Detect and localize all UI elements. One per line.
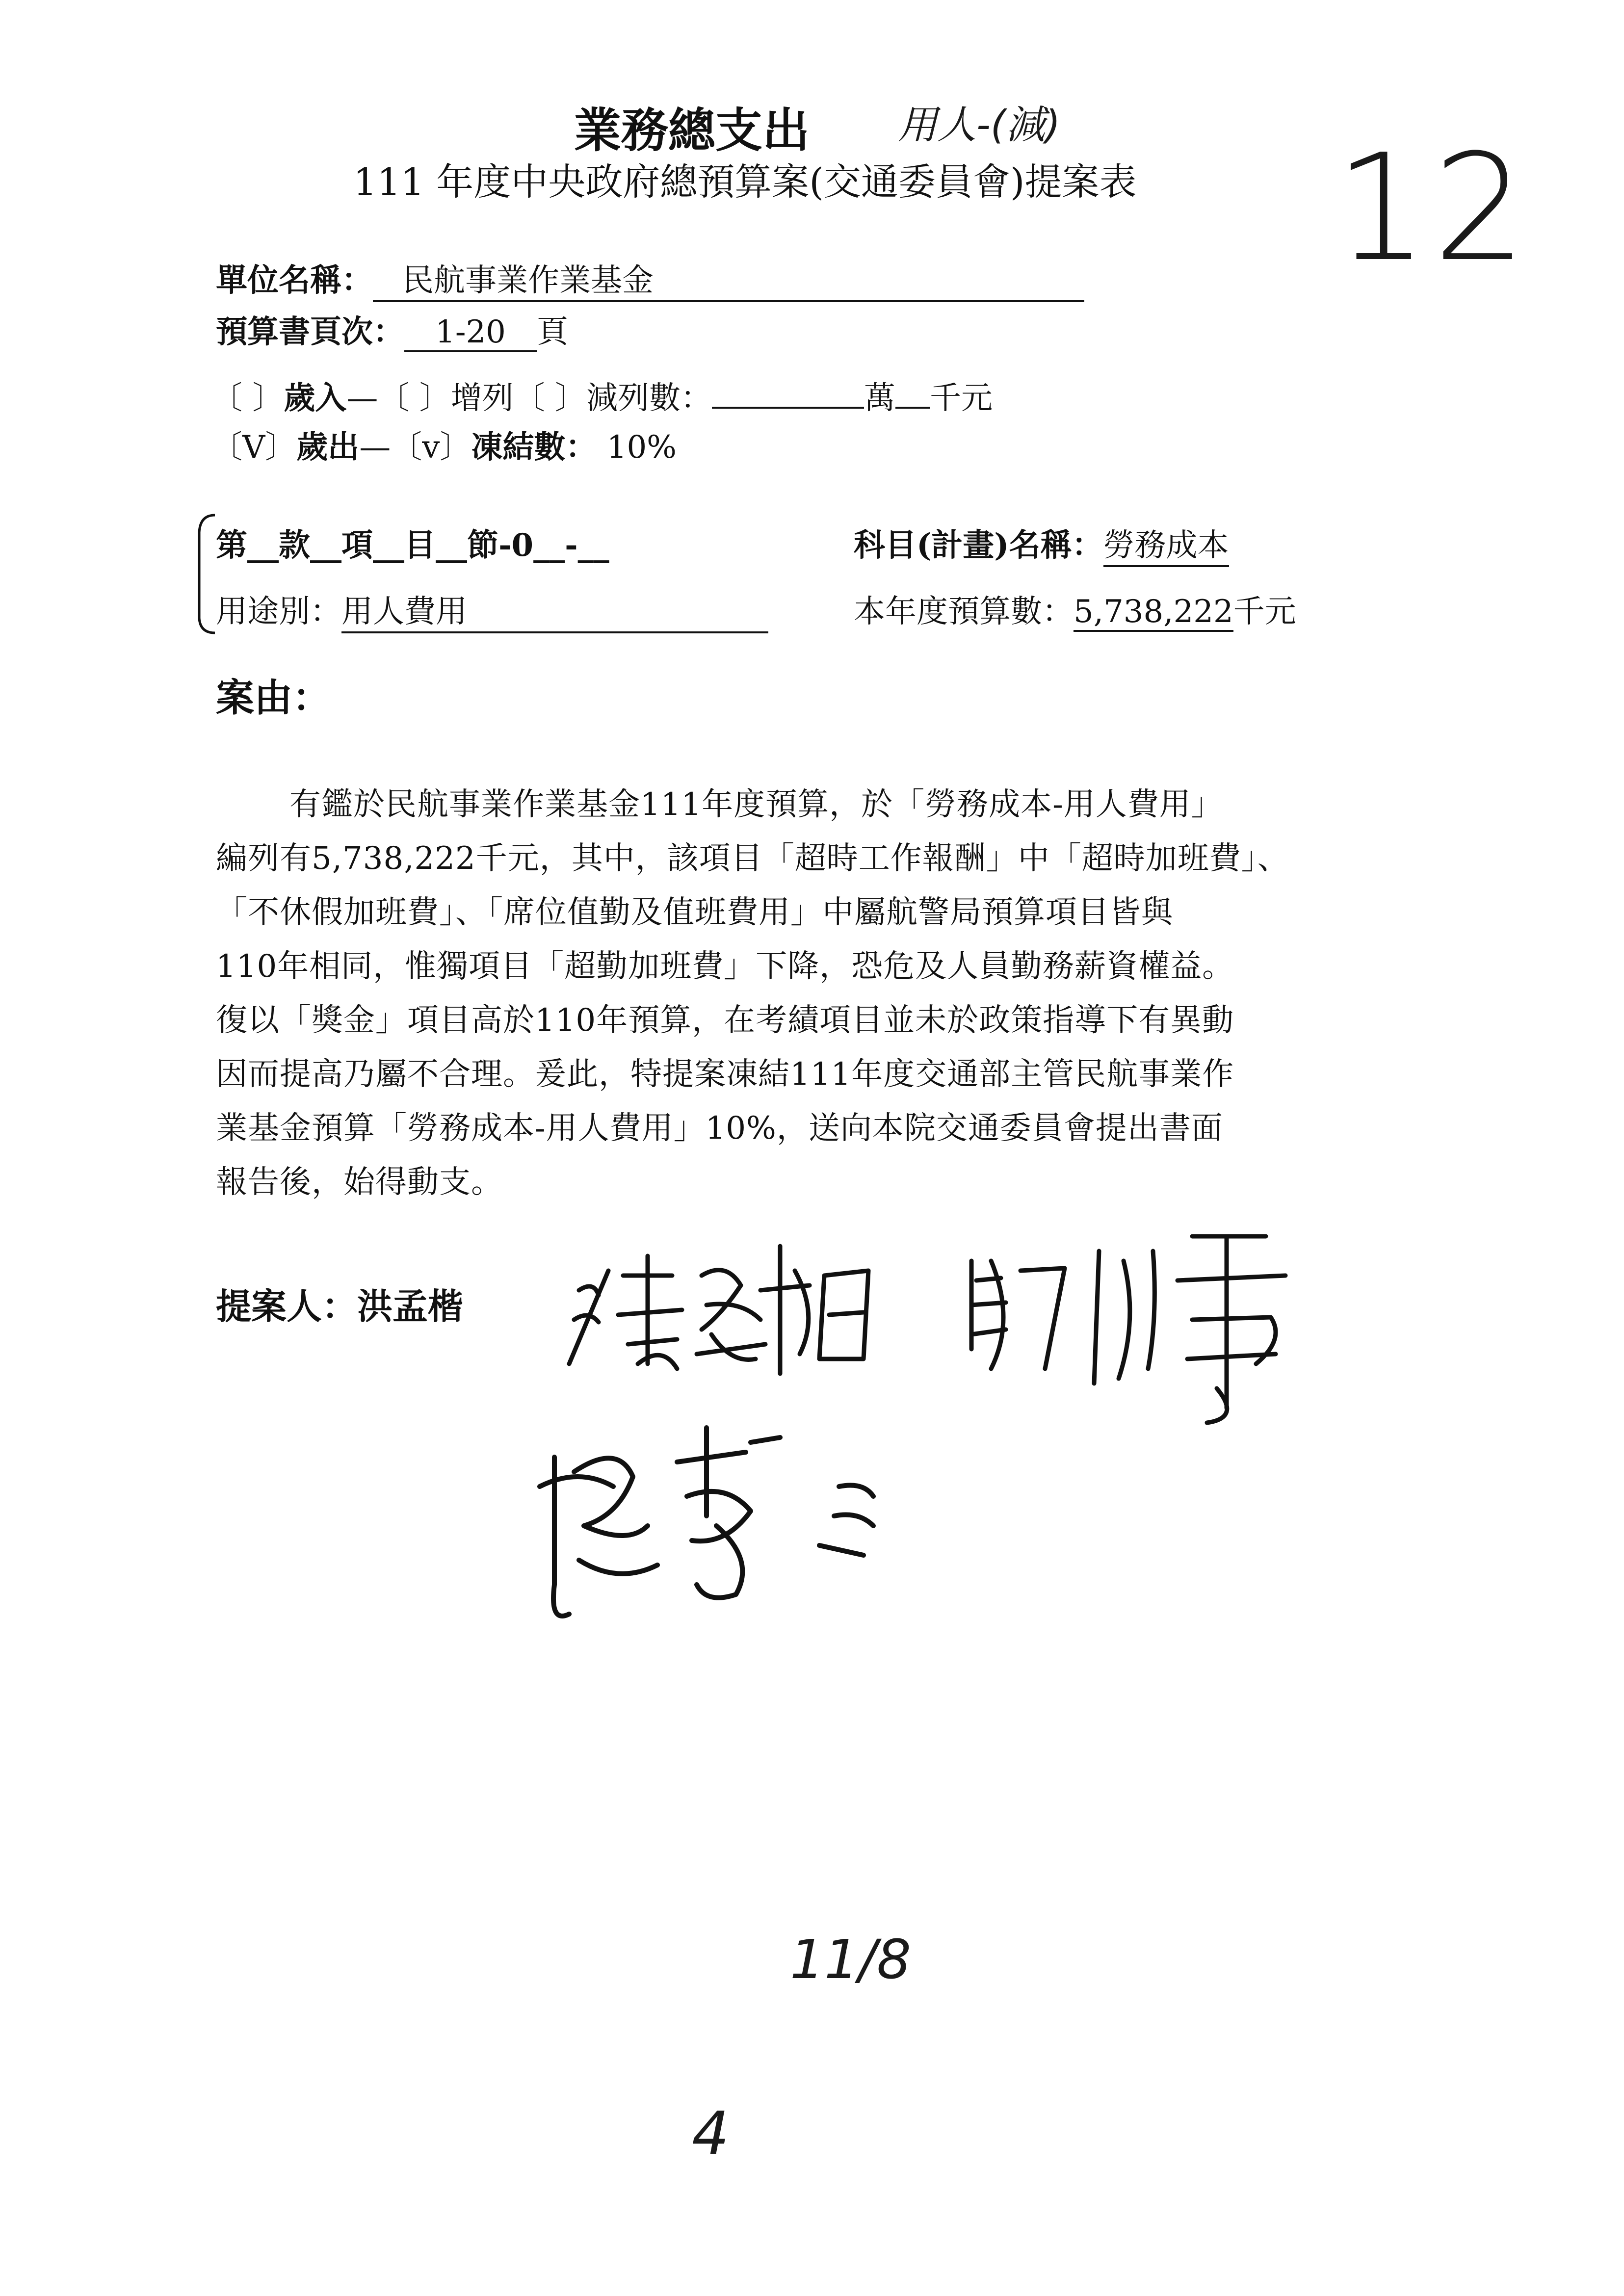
qian-yuan-unit: 千元 [930, 380, 993, 417]
subject-label: 科目(計畫)名稱： [854, 527, 1103, 564]
budget-label: 本年度預算數： [854, 594, 1074, 630]
signature-hsu-shuhua [962, 1222, 1305, 1428]
form-title: 111 年度中央政府總預算案(交通委員會)提案表 [353, 160, 1137, 204]
classification-code: 第__款__項__目__節-0__-__ [216, 527, 609, 564]
proposer-label: 提案人： [216, 1285, 358, 1327]
expenditure-label: 歲出 [296, 429, 360, 466]
reason-line: 「不休假加班費」、「席位值勤及值班費用」中屬航警局預算項目皆與 [216, 894, 1173, 931]
wan-unit: 萬 [864, 380, 896, 417]
usage-value: 用人費用 [341, 586, 768, 633]
proposer-row [216, 1278, 463, 1329]
add-label: 增列 [450, 380, 514, 417]
revenue-checkbox: 〔 〕 [211, 380, 284, 417]
classification-bracket [190, 513, 220, 635]
add-checkbox: 〔 〕 [378, 380, 451, 417]
reason-line: 有鑑於民航事業作業基金111年度預算，於「勞務成本-用人費用」 [289, 786, 1223, 823]
freeze-value: 10% [606, 429, 677, 466]
reason-line: 編列有5,738,222千元，其中，該項目「超時工作報酬」中「超時加班費」、 [216, 840, 1289, 877]
proposer-name: 洪孟楷 [357, 1285, 464, 1327]
handwritten-page-mark: 4 [692, 2100, 730, 2168]
reason-line: 因而提高乃屬不合理。爰此，特提案凍結111年度交通部主管民航事業作 [216, 1056, 1234, 1093]
expenditure-dash: — [359, 429, 391, 466]
cut-checkbox: 〔 〕 [513, 380, 587, 417]
unit-label: 單位名稱： [216, 262, 373, 299]
revenue-label: 歲入 [284, 380, 347, 417]
budget-value: 5,738,222 [1074, 594, 1233, 632]
category-heading: 業務總支出 [574, 103, 810, 158]
reason-line: 業基金預算「勞務成本-用人費用」10%，送向本院交通委員會提出書面 [216, 1110, 1223, 1147]
freeze-checkbox: 〔v〕 [391, 429, 471, 466]
page-ref-suffix: 頁 [537, 314, 568, 350]
unit-row [216, 255, 1084, 302]
revenue-row [211, 373, 993, 418]
reason-line: 報告後，始得動支。 [216, 1164, 503, 1200]
handwritten-date-mark: 11/8 [790, 1928, 912, 1991]
cut-amount-blank [712, 407, 864, 409]
page-ref-label: 預算書頁次： [216, 313, 404, 350]
subject-row [854, 520, 1229, 567]
subject-value: 勞務成本 [1103, 520, 1229, 567]
reason-line: 復以「獎金」項目高於110年預算，在考績項目並未於政策指導下有異動 [216, 1002, 1234, 1039]
usage-row [216, 586, 768, 633]
signature-chen-hsuehsheng [520, 1398, 922, 1653]
handwritten-category-note: 用人-(減) [898, 102, 1061, 148]
reason-line: 110年相同，惟獨項目「超勤加班費」下降，恐危及人員勤務薪資權益。 [216, 948, 1234, 985]
budget-row [854, 586, 1296, 632]
reason-body [216, 778, 1433, 1209]
handwritten-proposal-number: 12 [1335, 123, 1532, 294]
reason-label: 案由： [216, 676, 331, 720]
usage-label: 用途別： [216, 594, 341, 630]
page-ref-value: 1-20 [404, 314, 537, 352]
unit-value: 民航事業作業基金 [373, 255, 1084, 302]
signature-hong-mengkai [564, 1217, 908, 1383]
page-ref-row [216, 307, 568, 352]
revenue-dash: — [346, 380, 378, 417]
budget-unit: 千元 [1233, 594, 1296, 630]
wan-blank [895, 407, 930, 409]
freeze-label: 凍結數： [471, 429, 597, 466]
expenditure-checkbox: 〔V〕 [211, 429, 297, 466]
cut-label: 減列數： [586, 380, 712, 417]
expenditure-row [211, 422, 677, 467]
